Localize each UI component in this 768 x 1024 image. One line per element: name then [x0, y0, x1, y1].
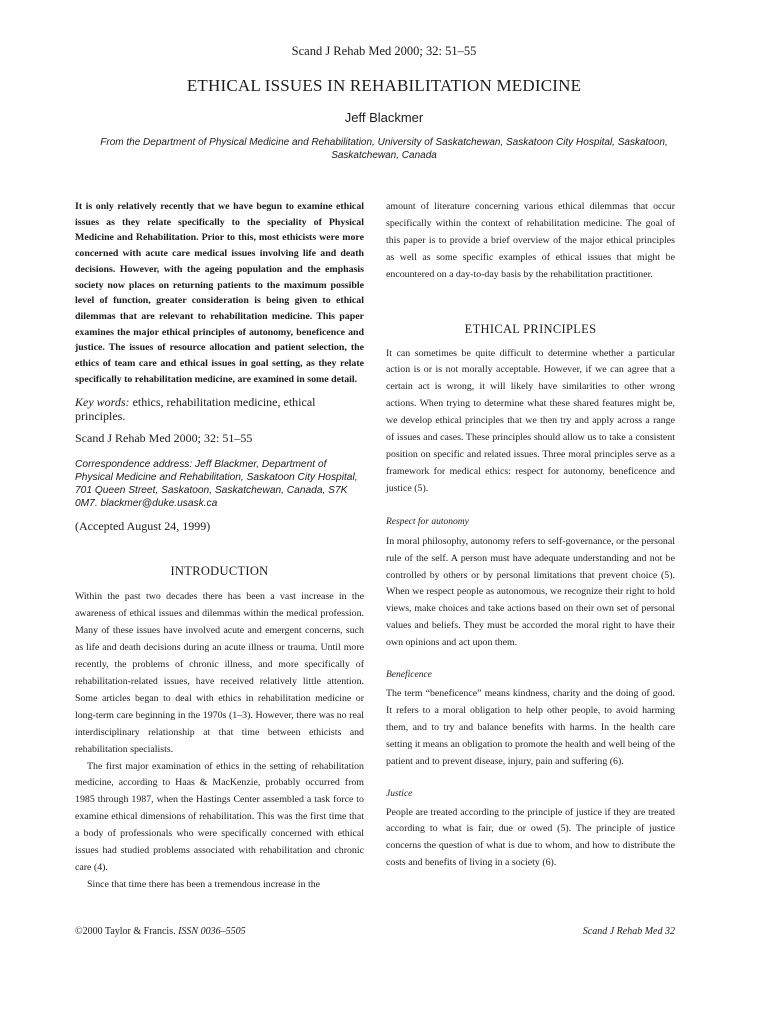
correspondence-address: Correspondence address: Jeff Blackmer, Department of Physical Medicine and Rehabilitation, Saskatoon City Hospital, 701 Queen Street, Saskatoon, Saskatchewan, Canada, S7K 0M7. blackmer@duke.usask.ca — [75, 459, 358, 510]
ethical-principles-heading: ETHICAL PRINCIPLES — [464, 321, 597, 336]
accepted-date: (Accepted August 24, 1999) — [75, 519, 211, 534]
copyright-text: ©2000 Taylor & Francis. — [75, 926, 176, 937]
introduction-heading: INTRODUCTION — [170, 564, 269, 579]
beneficence-subheading: Beneficence — [386, 670, 432, 681]
abstract: It is only relatively recently that we have begun to examine ethical issues as they relate specifically to the speciality of Physical Medicine and Rehabilitation. Prior to this, most ethicists were more concerned with acute care medical issues involving life and death decisions. However, with the ageing population and the emphasis society now places on returning patients to the maximum possible level of function, greater consideration is being given to ethical dilemmas that are relevant to rehabilitation medicine. This paper examines the major ethical principles of autonomy, beneficence and justice. The issues of resource allocation and patient selection, the ethics of team care and ethical issues in goal setting, as they relate specifically to rehabilitation medicine, are examined in some detail. — [75, 201, 364, 385]
issn-text: ISSN 0036–5505 — [178, 926, 246, 937]
introduction-continuation: amount of literature concerning various ethical dilemmas that occur specifically within the context of rehabilitation medicine. The goal of this paper is to provide a brief overview of the major ethical principles as well as some specific examples of ethical issues that might be encountered on a day-to-day basis by the rehabilitation practitioner. — [386, 201, 675, 280]
justice-paragraph: People are treated according to the principle of justice if they are treated according to what is fair, due or owed (5). The principle of justice concerns the question of what is due to whom, and how to distribute the costs and benefits of living in a society (6). — [386, 806, 675, 869]
autonomy-paragraph: In moral philosophy, autonomy refers to self-governance, or the personal rule of the self. A person must have adequate understanding and not be controlled by others or by personal limitations that prevent choice (5). When we respect people as autonomous, we recognize their right to hold views, make choices and take actions based on their own set of personal values and beliefs. They must be accorded the moral right to have their own opinions and act upon them. — [386, 535, 675, 649]
paper-title: ETHICAL ISSUES IN REHABILITATION MEDICINE — [186, 76, 582, 95]
ethical-principles-intro: It can sometimes be quite difficult to determine whether a particular action is or is not morally acceptable. However, if we can agree that a certain act is wrong, it will likely have similarities to other wrong actions. When trying to determine what these shared features might be, we develop ethical principles that we then try and apply across a range of issues and cases. These principles should allow us to take a consistent position on specific and related issues. Three moral principles serve as a framework for medical ethics: respect for autonomy, beneficence and justice (5). — [386, 347, 675, 494]
footer-copyright — [75, 926, 246, 937]
autonomy-subheading: Respect for autonomy — [386, 516, 469, 527]
keywords — [75, 396, 364, 423]
footer-journal: Scand J Rehab Med 32 — [582, 926, 675, 937]
author-name: Jeff Blackmer — [344, 110, 424, 125]
justice-subheading: Justice — [386, 788, 413, 799]
running-head: Scand J Rehab Med 2000; 32: 51–55 — [291, 44, 477, 58]
keywords-text: ethics, rehabilitation medicine, ethical principles. — [75, 395, 316, 423]
left-column — [75, 199, 364, 894]
right-column — [386, 199, 675, 872]
keywords-label: Key words: — [75, 395, 130, 410]
introduction-paragraph-2: The first major examination of ethics in the setting of rehabilitation medicine, according to Haas & MacKenzie, probably occurred from 1985 through 1987, when the Hastings Center assembled a task force to examine ethical dimensions of rehabilitation. This was the first time that a body of professionals who were specifically concerned with ethical issues had studied problems associated with rehabilitation and chronic care (4). — [75, 760, 364, 873]
beneficence-paragraph: The term “beneficence” means kindness, charity and the doing of good. It refers to a moral obligation to help other people, to avoid harming them, and to try and balance benefits with harms. In the health care setting it means an obligation to promote the health and well being of the patient and to prevent disease, injury, pain and suffering (6). — [386, 688, 675, 767]
author-affiliation: From the Department of Physical Medicine and Rehabilitation, University of Saskatchewan, Saskatoon City Hospital, Saskatoon, Saskatchewan, Canada — [100, 137, 668, 161]
citation: Scand J Rehab Med 2000; 32: 51–55 — [75, 431, 253, 446]
introduction-paragraph-3: Since that time there has been a tremendous increase in the — [87, 878, 321, 890]
introduction-paragraph-1: Within the past two decades there has been a vast increase in the awareness of ethical issues and dilemmas within the medical profession. Many of these issues have involved acute and emergent concerns, such as life and death decisions during an acute illness or trauma. Until more recently, the problems of chronic illness, and more specifically of rehabilitation-related issues, have received relatively little attention. Some articles began to deal with ethics in rehabilitation medicine or long-term care beginning in the 1970s (1–3). However, there was no real interdisciplinary relationship at that time between ethicists and rehabilitation specialists. — [75, 591, 364, 755]
